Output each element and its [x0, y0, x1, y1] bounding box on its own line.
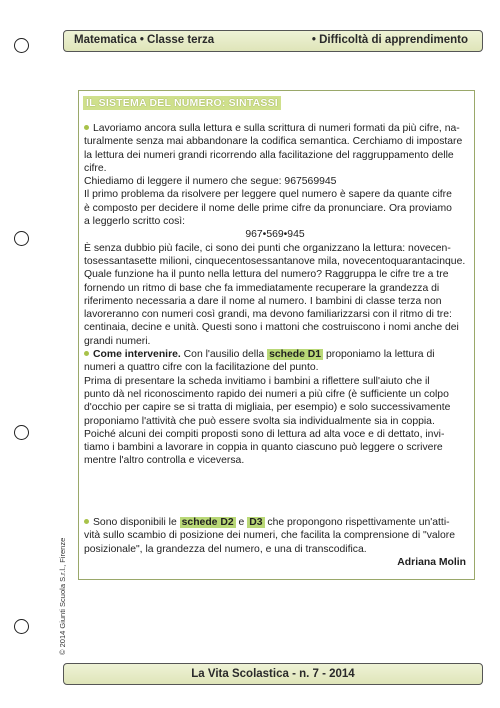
text-line: Lavoriamo ancora sulla lettura e sulla scrittura di numeri formati da più cifre, na-: [93, 123, 460, 134]
text-line: Chiediamo di leggere il numero che segue: 967569945: [84, 176, 337, 188]
bullet-icon: [84, 125, 89, 130]
text-line: grandi numeri.: [84, 335, 151, 347]
text-line: la lettura dei numeri grandi ricorrendo alla facilitazione del raggruppamento delle: [84, 149, 454, 161]
author-signature: Adriana Molin: [397, 556, 466, 568]
text-line: riferimento necessaria a dare il nome al numero. I bambini di classe terza non: [84, 295, 442, 307]
text-line: È senza dubbio più facile, ci sono dei punti che organizzano la lettura: novecen-: [84, 242, 451, 254]
page-header: [63, 30, 483, 52]
text-line: tiamo i bambini a lavorare in coppia in quanto ciascuno può leggere o scrivere: [84, 442, 443, 454]
paragraph-1: [84, 122, 466, 468]
text-span: Con l'ausilio della: [180, 349, 268, 361]
binder-hole: [14, 619, 29, 634]
text-line: centinaia, decine e unità. Questi sono i mattoni che costruiscono i nomi anche dei: [84, 322, 459, 334]
example-number: 967•569•945: [245, 229, 305, 241]
bullet-icon: [84, 519, 89, 524]
binder-hole: [14, 38, 29, 53]
text-line: lavoreranno con numeri così grandi, ma devono familiarizzarsi con il ritmo di tre:: [84, 309, 452, 321]
text-line: turalmente senza mai abbandonare la codifica semantica. Cerchiamo di impostare: [84, 136, 463, 148]
text-line: tosessantasette milioni, cinquecentosessantanove mila, novecentoquarantacinque.: [84, 255, 466, 267]
scheda-reference: D3: [249, 517, 263, 528]
text-span: che propongono rispettivamente un'atti-: [264, 517, 450, 528]
scheda-reference: schede D1: [269, 349, 322, 361]
text-line: è composto per decidere il nome delle prime cifre da pronunciare. Ora proviamo: [84, 202, 452, 214]
text-line: Il primo problema da risolvere per leggere quel numero è sapere da quante cifre: [84, 189, 452, 201]
binder-hole: [14, 425, 29, 440]
text-line: fornendo un ritmo di base che fa immediatamente recuperare la grandezza di: [84, 282, 440, 294]
text-line: vità sullo scambio di posizione dei numeri, che facilita la comprensione di "valore: [84, 530, 456, 542]
header-topic: • Difficoltà di apprendimento: [311, 34, 468, 46]
bullet-icon: [84, 351, 89, 356]
text-line: posizionale", la grandezza del numero, e una di transcodifica.: [84, 543, 367, 555]
text-line: punto dà nel riconoscimento rapido dei numeri a più cifre (è sufficiente un colpo: [84, 388, 449, 400]
text-line: Poiché alcuni dei compiti proposti sono di lettura ad alta voce e di dettato, invi-: [84, 428, 445, 440]
text-line: Quale funzione ha il punto nella lettura del numero? Raggruppa le cifre tre a tre: [84, 269, 449, 281]
scheda-reference: schede D2: [181, 517, 234, 528]
text-line: mentre l'altro controlla e viceversa.: [84, 455, 245, 467]
footer-publication: La Vita Scolastica - n. 7 - 2014: [191, 668, 355, 680]
text-span: Sono disponibili le: [93, 517, 180, 528]
text-line: d'occhio per capire se si tratta di migliaia, per esempio) e solo successivamente: [84, 402, 451, 414]
copyright-notice: © 2014 Giunti Scuola S.r.l., Firenze: [58, 537, 67, 655]
section-lead: Come intervenire.: [93, 349, 181, 361]
text-span: e: [235, 517, 248, 528]
text-line: proponiamo l'attività che può essere svolta sia individualmente sia in coppia.: [84, 415, 435, 427]
text-line: cifre.: [84, 162, 107, 174]
text-span: proponiamo la lettura di: [323, 349, 435, 361]
text-line: Prima di presentare la scheda invitiamo i bambini a riflettere sull'aiuto che il: [84, 375, 430, 387]
page-footer: [63, 663, 483, 685]
header-subject: Matematica • Classe terza: [74, 34, 215, 46]
binder-hole: [14, 231, 29, 246]
paragraph-4: [84, 516, 466, 569]
text-line: numeri a quattro cifre con la facilitazione del punto.: [84, 362, 319, 374]
article-title: IL SISTEMA DEL NUMERO: SINTASSI: [83, 96, 281, 110]
text-line: a leggerlo scritto così:: [84, 216, 186, 228]
